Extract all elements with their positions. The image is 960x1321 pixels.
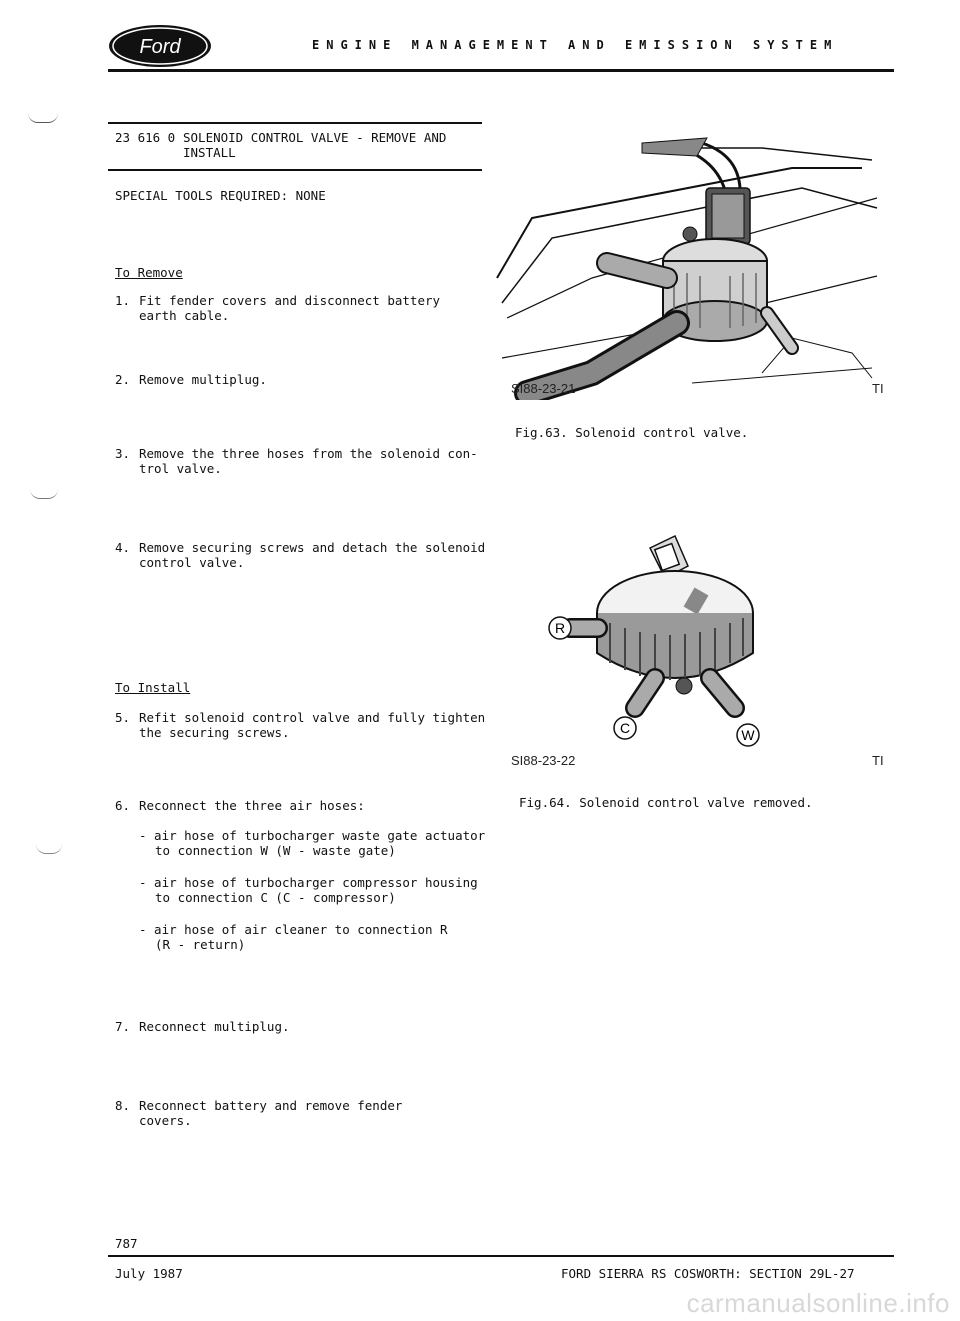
step-3-num: 3.	[115, 446, 131, 461]
fig64-mark: TI	[872, 753, 884, 768]
step-1-line1: Fit fender covers and disconnect battery	[139, 293, 441, 308]
margin-mark	[36, 843, 62, 854]
step-5-line2: the securing screws.	[139, 725, 290, 740]
step-8-line2: covers.	[139, 1113, 192, 1128]
section-number: 23 616 0	[115, 130, 176, 145]
section-title-line1: SOLENOID CONTROL VALVE - REMOVE AND	[183, 130, 447, 145]
svg-text:C: C	[619, 720, 631, 736]
step-6-num: 6.	[115, 798, 131, 813]
step-3-line2: trol valve.	[139, 461, 222, 476]
hose-w-line1: - air hose of turbocharger waste gate actuator	[139, 828, 486, 843]
header-rule	[108, 69, 894, 72]
fig64-caption: Fig.64. Solenoid control valve removed.	[519, 795, 813, 810]
footer-date: July 1987	[115, 1266, 183, 1281]
fig64-code: SI88-23-22	[511, 753, 576, 768]
section-top-rule	[108, 122, 482, 124]
hose-c-line2: to connection C (C - compressor)	[155, 890, 396, 905]
hose-w-line2: to connection W (W - waste gate)	[155, 843, 396, 858]
step-4-num: 4.	[115, 540, 131, 555]
step-7-line1: Reconnect multiplug.	[139, 1019, 290, 1034]
watermark: carmanualsonline.info	[686, 1288, 950, 1318]
step-2-line1: Remove multiplug.	[139, 372, 267, 387]
hose-r-line1: - air hose of air cleaner to connection R	[139, 922, 448, 937]
step-6-line1: Reconnect the three air hoses:	[139, 798, 365, 813]
install-heading: To Install	[115, 680, 191, 695]
footer-publication: FORD SIERRA RS COSWORTH: SECTION 29L-27	[561, 1266, 855, 1281]
step-7-num: 7.	[115, 1019, 131, 1034]
step-8-num: 8.	[115, 1098, 131, 1113]
page-header-title: ENGINE MANAGEMENT AND EMISSION SYSTEM	[312, 38, 839, 52]
step-2-num: 2.	[115, 372, 131, 387]
hose-r-line2: (R - return)	[155, 937, 246, 952]
svg-text:W: W	[741, 727, 755, 743]
ford-logo	[108, 24, 212, 68]
fig63-caption: Fig.63. Solenoid control valve.	[515, 425, 749, 440]
remove-heading: To Remove	[115, 265, 183, 280]
fig63-code: SI88-23-21	[511, 381, 576, 396]
step-3-line1: Remove the three hoses from the solenoid con-	[139, 446, 478, 461]
step-5-line1: Refit solenoid control valve and fully tighten	[139, 710, 486, 725]
page-number: 787	[115, 1236, 138, 1251]
fig64-illustration	[540, 528, 780, 753]
margin-mark	[30, 488, 58, 499]
ford-oval-logo	[108, 24, 212, 68]
step-4-line2: control valve.	[139, 555, 245, 570]
step-1-num: 1.	[115, 293, 131, 308]
svg-text:R: R	[554, 620, 566, 636]
svg-text:Ford: Ford	[139, 36, 181, 58]
section-bottom-rule	[108, 169, 482, 171]
step-5-num: 5.	[115, 710, 131, 725]
step-4-line1: Remove securing screws and detach the solenoid	[139, 540, 486, 555]
margin-mark	[28, 112, 58, 123]
section-title-line2: INSTALL	[183, 145, 236, 160]
step-1-line2: earth cable.	[139, 308, 230, 323]
hose-c-line1: - air hose of turbocharger compressor housing	[139, 875, 478, 890]
step-8-line1: Reconnect battery and remove fender	[139, 1098, 403, 1113]
footer-rule	[108, 1255, 894, 1257]
fig63-illustration	[492, 128, 882, 400]
special-tools: SPECIAL TOOLS REQUIRED: NONE	[115, 188, 326, 203]
fig63-mark: TI	[872, 381, 884, 396]
